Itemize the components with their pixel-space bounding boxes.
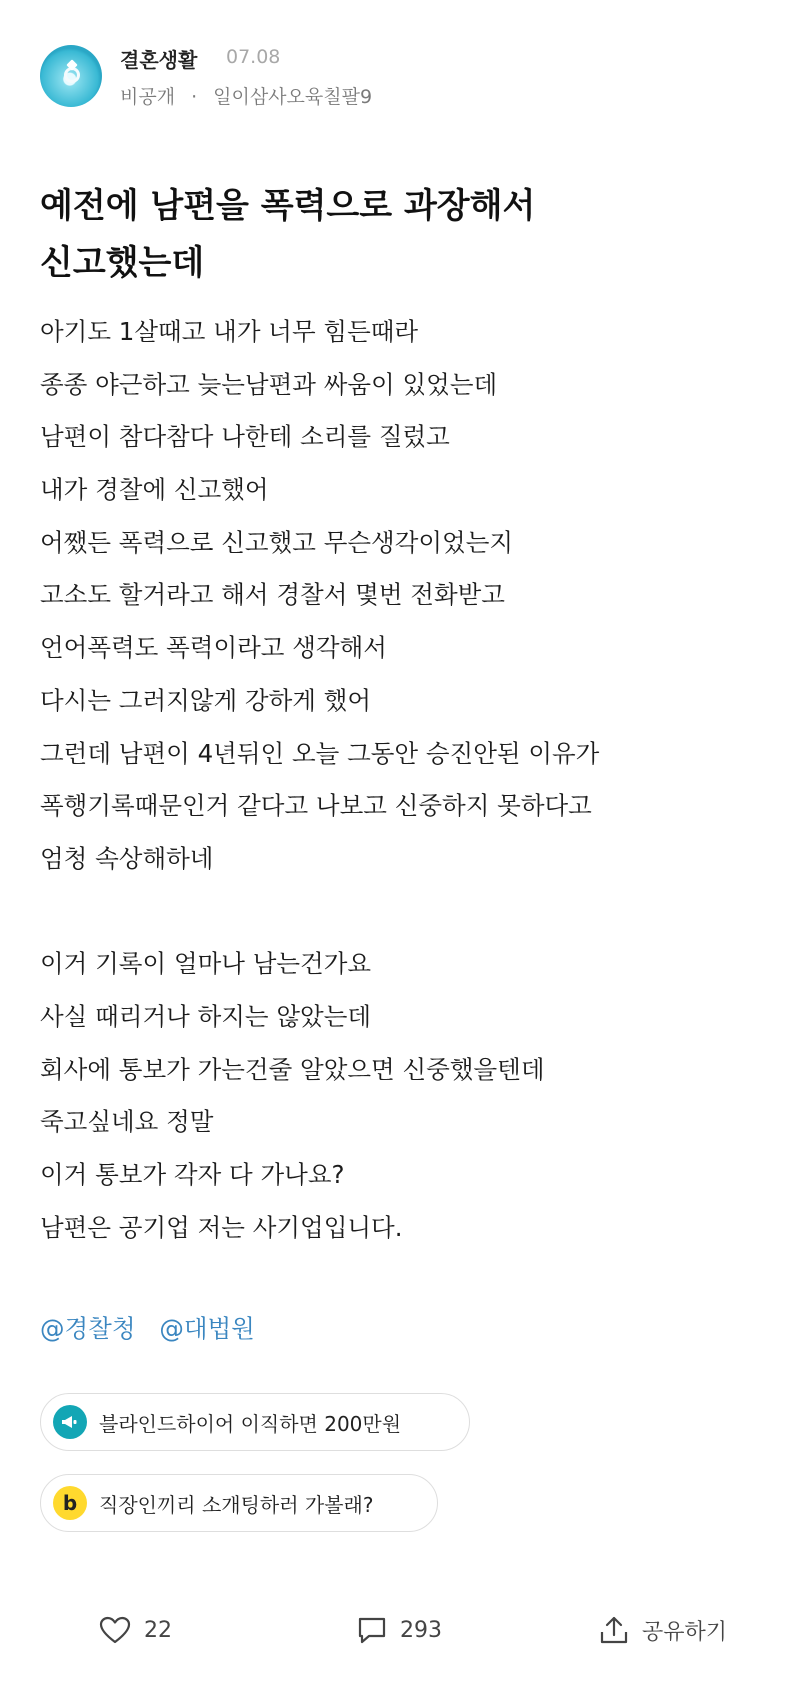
mention-tag-police[interactable]: @경찰청 (40, 1314, 136, 1343)
author-meta (120, 82, 372, 109)
visibility-label: 비공개 (120, 86, 176, 108)
action-bar (0, 1600, 800, 1660)
separator-dot: · (191, 86, 198, 108)
post-body (40, 306, 760, 1254)
b-logo-icon: b (53, 1486, 87, 1520)
body-line: 엄청 속상해하네 (40, 843, 214, 873)
body-line: 사실 때리거나 하지는 않았는데 (40, 1001, 372, 1031)
post-header (40, 44, 760, 108)
mention-tag-court[interactable]: @대법원 (159, 1314, 255, 1343)
body-line: 아기도 1살때고 내가 너무 힘든때라 (40, 317, 419, 346)
heart-icon (98, 1615, 132, 1645)
promo-label: 직장인끼리 소개팅하러 가볼래? (99, 1492, 374, 1517)
title-line: 신고했는데 (40, 243, 205, 283)
body-line: 종종 야근하고 늦는남편과 싸움이 있었는데 (40, 369, 498, 399)
comment-button[interactable] (356, 1600, 442, 1660)
body-line: 언어폭력도 폭력이라고 생각해서 (40, 633, 387, 663)
promo-label: 블라인드하이어 이직하면 200만원 (99, 1411, 402, 1436)
promo-chip-hire[interactable] (40, 1393, 470, 1451)
body-line: 회사에 통보가 가는건줄 알았으면 신중했을텐데 (40, 1054, 545, 1084)
comment-count: 293 (400, 1617, 442, 1643)
body-line: 고소도 할거라고 해서 경찰서 몇번 전화받고 (40, 580, 505, 610)
post-title (40, 178, 760, 292)
body-line: 내가 경찰에 신고했어 (40, 475, 269, 505)
body-line: 이거 통보가 각자 다 가나요? (40, 1160, 345, 1189)
share-button[interactable] (598, 1600, 727, 1660)
body-line: 그런데 남편이 4년뒤인 오늘 그동안 승진안된 이유가 (40, 738, 600, 768)
megaphone-icon (53, 1405, 87, 1439)
comment-icon (356, 1615, 388, 1645)
channel-avatar[interactable] (40, 45, 102, 107)
author-name[interactable]: 일이삼사오육칠팔9 (213, 86, 373, 108)
blank-line (40, 886, 760, 939)
post-date: 07.08 (226, 46, 281, 68)
body-line: 남편이 참다참다 나한테 소리를 질렀고 (40, 422, 450, 452)
like-button[interactable] (98, 1600, 172, 1660)
mention-tags (40, 1310, 271, 1345)
title-line: 예전에 남편을 폭력으로 과장해서 (40, 186, 536, 226)
promo-chip-dating[interactable] (40, 1474, 438, 1532)
body-line: 이거 기록이 얼마나 남는건가요 (40, 949, 372, 979)
body-line: 폭행기록때문인거 같다고 나보고 신중하지 못하다고 (40, 791, 592, 821)
body-line: 어쨌든 폭력으로 신고했고 무슨생각이었는지 (40, 527, 514, 557)
body-line: 다시는 그러지않게 강하게 했어 (40, 685, 372, 715)
share-label: 공유하기 (642, 1619, 728, 1645)
like-count: 22 (144, 1617, 172, 1643)
share-icon (598, 1614, 630, 1646)
channel-name[interactable]: 결혼생활 (120, 48, 198, 72)
body-line: 죽고싶네요 정말 (40, 1107, 214, 1137)
body-line: 남편은 공기업 저는 사기업입니다. (40, 1212, 403, 1242)
